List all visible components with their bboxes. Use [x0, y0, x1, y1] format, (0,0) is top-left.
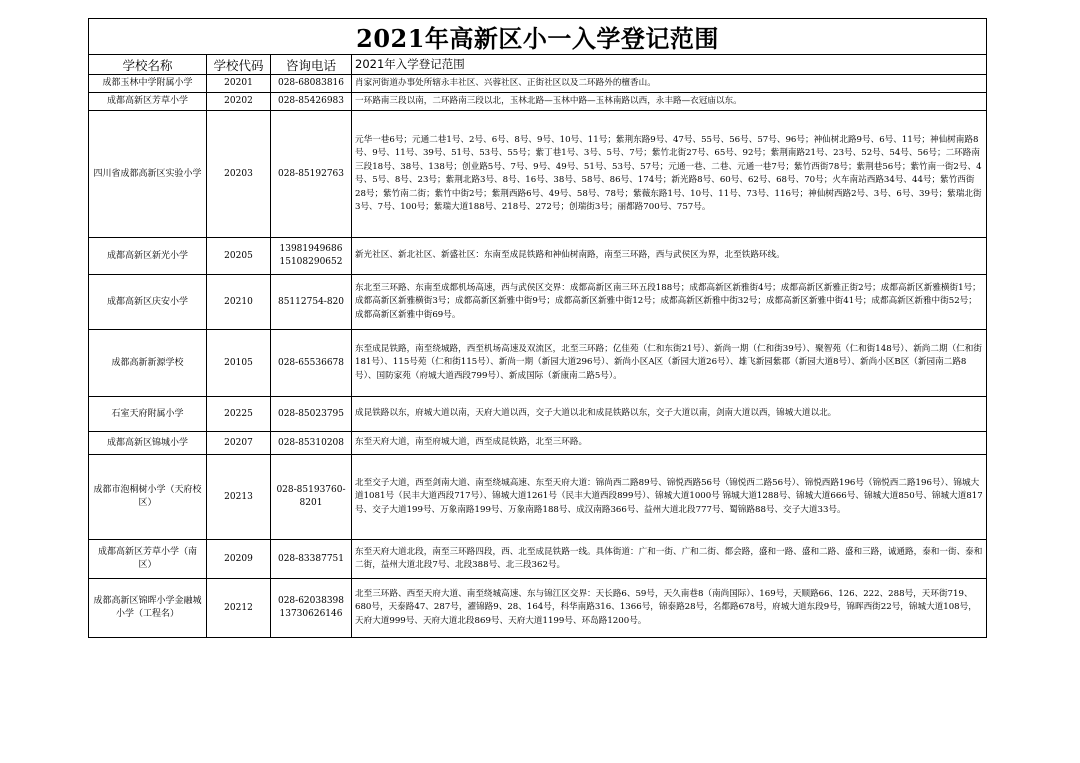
- registration-area: 北至交子大道，西至剑南大道、南至绕城高速、东至天府大道：锦尚西二路89号、锦悦西路56号（锦悦西二路56号）、锦悦西路196号（锦悦西二路196号）、锦城大道1081号（民丰大道西段717号）、锦城大道1261号（民丰大道西段899号）、锦城大道1000号 锦城大道1288号、锦城大道666号、锦城大道850号、锦城大道817号、交子大道199号、万象南路199号、万象南路188号、成汉南路366号、益州大道北段777号、蜀锦路88号、交子大道33号。: [352, 455, 987, 540]
- school-name: 成都高新区芳草小学: [89, 93, 207, 111]
- registration-table: [88, 18, 987, 638]
- table-row: [89, 93, 987, 111]
- header-code: 学校代码: [207, 55, 271, 75]
- table-row: [89, 238, 987, 275]
- school-phone: 85112754-820: [271, 275, 352, 330]
- table-row: [89, 111, 987, 238]
- table-row: [89, 579, 987, 638]
- school-name: 成都高新区芳草小学（南区）: [89, 540, 207, 579]
- title-row: [89, 19, 987, 55]
- school-name: 成都玉林中学附属小学: [89, 75, 207, 93]
- header-school: 学校名称: [89, 55, 207, 75]
- school-name: 四川省成都高新区实验小学: [89, 111, 207, 238]
- school-phone: 028-85426983: [271, 93, 352, 111]
- school-code: 20202: [207, 93, 271, 111]
- table-row: [89, 275, 987, 330]
- table-row: [89, 397, 987, 432]
- school-code: 20225: [207, 397, 271, 432]
- table-row: [89, 455, 987, 540]
- header-phone: 咨询电话: [271, 55, 352, 75]
- header-area: 2021年入学登记范围: [352, 55, 987, 75]
- school-phone: 028-85193760-8201: [271, 455, 352, 540]
- registration-area: 一环路南三段以南，二环路南三段以北，玉林北路—玉林中路—玉林南路以西，永丰路—衣冠庙以东。: [352, 93, 987, 111]
- header-row: [89, 55, 987, 75]
- school-code: 20212: [207, 579, 271, 638]
- school-phone: 028-85192763: [271, 111, 352, 238]
- school-name: 成都市泡桐树小学（天府校区）: [89, 455, 207, 540]
- school-name: 成都高新区新光小学: [89, 238, 207, 275]
- school-name: 成都高新区锦晖小学金融城小学（工程名）: [89, 579, 207, 638]
- table-row: [89, 540, 987, 579]
- school-code: 20213: [207, 455, 271, 540]
- table-row: [89, 75, 987, 93]
- table-row: [89, 330, 987, 397]
- page-title: 2021年高新区小一入学登记范围: [89, 19, 987, 55]
- school-phone: 028-83387751: [271, 540, 352, 579]
- school-code: 20209: [207, 540, 271, 579]
- school-name: 石室天府附属小学: [89, 397, 207, 432]
- school-code: 20205: [207, 238, 271, 275]
- school-phone: 028-85023795: [271, 397, 352, 432]
- registration-area: 东至天府大道，南至府城大道，西至成昆铁路，北至三环路。: [352, 432, 987, 455]
- registration-area: 东至成昆铁路，南至绕城路，西至机场高速及双流区，北至三环路；亿佳苑（仁和东街21号）、新尚一期（仁和街39号）、聚智苑（仁和街148号）、新尚二期（仁和街181号）、115号苑（仁和街115号）、新尚一期（新园大道296号）、新尚小区A区（新园大道26号）、雄飞新园紫郡（新园大道8号）、新尚小区B区（新园南二路8号）、国防家苑（府城大道西段799号）、新成国际（新康南二路5号）。: [352, 330, 987, 397]
- school-phone: 028-62038398 13730626146: [271, 579, 352, 638]
- school-code: 20201: [207, 75, 271, 93]
- registration-area: 肖家河街道办事处所辖永丰社区、兴蓉社区、正街社区以及二环路外的檀香山。: [352, 75, 987, 93]
- school-name: 成都高新区庆安小学: [89, 275, 207, 330]
- school-phone: 028-85310208: [271, 432, 352, 455]
- school-code: 20207: [207, 432, 271, 455]
- school-phone: 028-68083816: [271, 75, 352, 93]
- registration-area: 东北至三环路、东南至成都机场高速，西与武侯区交界：成都高新区南三环五段188号；成都高新区新雅街4号；成都高新区新雅正街2号；成都高新区新雅横街1号；成都高新区新雅横街3号；成都高新区新雅中街9号；成都高新区新雅中街12号；成都高新区新雅中街32号；成都高新区新雅中街41号；成都高新区新雅中街52号；成都高新区新雅中街69号。: [352, 275, 987, 330]
- school-name: 成都高新新源学校: [89, 330, 207, 397]
- registration-area: 新光社区、新北社区、新盛社区：东南至成昆铁路和神仙树南路，南至三环路，西与武侯区为界，北至铁路环线。: [352, 238, 987, 275]
- school-code: 20203: [207, 111, 271, 238]
- registration-area: 北至三环路、西至天府大道、南至绕城高速、东与锦江区交界：天长路6、59号，天久南巷8（南尚国际）、169号，天顺路66、126、222、288号，天环街719、680号，天泰路47、287号，濯锦路9、28、164号，科华南路316、1366号，锦泰路28号，名都路678号，府城大道东段9号，锦晖西街22号，锦城大道108号，天府大道999号、天府大道北段869号、天府大道1199号、环岛路1200号。: [352, 579, 987, 638]
- table-row: [89, 432, 987, 455]
- registration-area: 东至天府大道北段，南至三环路四段，西、北至成昆铁路一线。具体街道：广和一街、广和二街、都会路，盛和一路、盛和二路、盛和三路，诚通路，泰和一街、泰和二街，益州大道北段7号、北段388号、北三段362号。: [352, 540, 987, 579]
- school-code: 20210: [207, 275, 271, 330]
- school-name: 成都高新区锦城小学: [89, 432, 207, 455]
- registration-area: 元华一巷6号；元通二巷1号、2号、6号、8号、9号、10号、11号；紫荆东路9号、47号、55号、56号、57号、96号；神仙树北路9号、6号、11号；神仙树南路8号、9号、11号、39号、51号、53号、55号；紫丁巷1号、3号、5号、7号；紫竹北街27号、65号、92号；紫荆南路21号、23号、52号、54号、56号；二环路南三段18号、38号、138号；创业路5号、7号、9号、49号、51号、53号、57号；元通一巷、二巷、元通一巷7号；紫竹西街78号；紫荆巷56号；紫竹南一街2号、4号、5号、8号、23号；紫荆北路3号、8号、16号、38号、58号、86号、174号；新光路8号、60号、62号、68号、70号；火车南站西路34号、44号；紫竹西街28号；紫竹南二街；紫竹中街2号；紫荆西路6号、49号、58号、78号；紫薇东路1号、10号、11号、73号、116号；神仙树西路2号、3号、6号、39号；紫瑞北街3号、7号、100号；紫瑞大道188号、218号、272号；创瑞街3号；丽都路700号、757号。: [352, 111, 987, 238]
- registration-area: 成昆铁路以东，府城大道以南，天府大道以西，交子大道以北和成昆铁路以东，交子大道以南，剑南大道以西，锦城大道以北。: [352, 397, 987, 432]
- school-phone: 028-65536678: [271, 330, 352, 397]
- school-code: 20105: [207, 330, 271, 397]
- school-phone: 13981949686 15108290652: [271, 238, 352, 275]
